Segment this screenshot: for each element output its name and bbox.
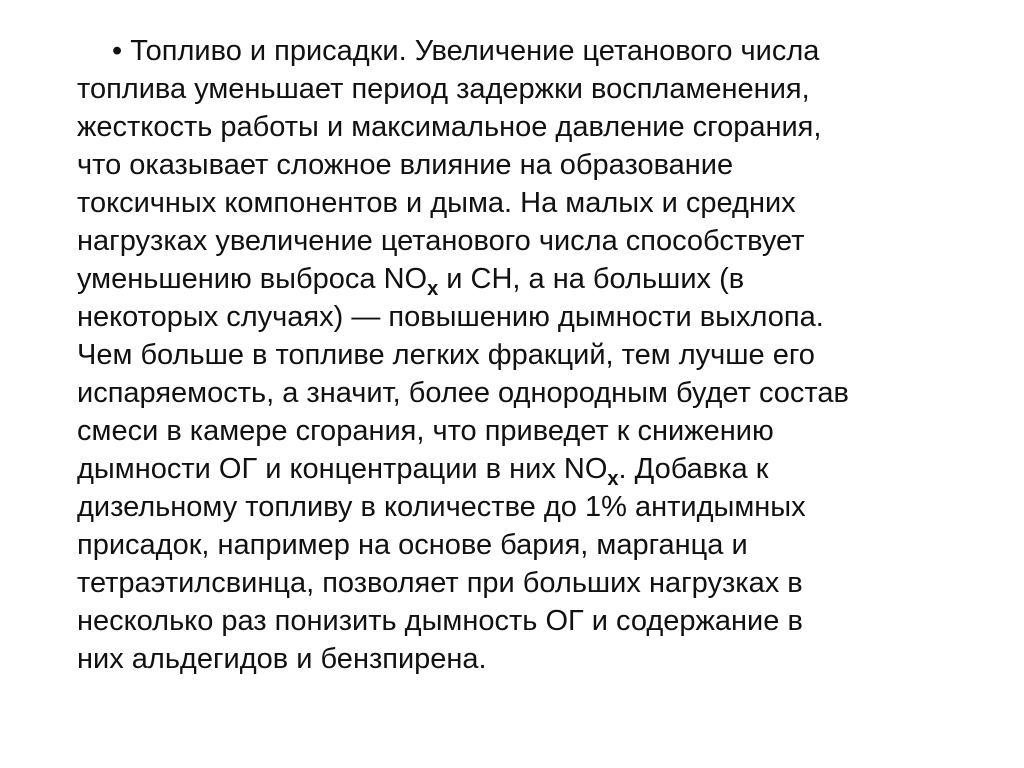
- text-line: [77, 262, 744, 299]
- subscript: x: [607, 468, 619, 490]
- text-line: несколько раз понизить дымность ОГ и содержание в: [77, 605, 803, 637]
- text-line: Чем больше в топливе легких фракций, тем лучше его: [77, 339, 815, 371]
- text-line: жесткость работы и максимальное давление сгорания,: [77, 111, 822, 143]
- text-line: [77, 452, 768, 489]
- text-line: них альдегидов и бензпирена.: [77, 643, 487, 675]
- text-line: токсичных компонентов и дыма. На малых и средних: [77, 187, 796, 219]
- text-fragment: . Добавка к: [618, 453, 769, 485]
- text-line: испаряемость, а значит, более однородным будет состав: [77, 377, 849, 409]
- text-line: тетраэтилсвинца, позволяет при больших нагрузках в: [77, 567, 803, 599]
- text-fragment: уменьшению выброса NO: [77, 263, 428, 295]
- text-line: смеси в камере сгорания, что приведет к снижению: [77, 415, 774, 447]
- text-line: присадок, например на основе бария, марганца и: [77, 529, 748, 561]
- text-line: • Топливо и присадки. Увеличение цетанового числа: [112, 35, 820, 67]
- text-fragment: дымности ОГ и концентрации в них NO: [77, 453, 608, 485]
- text-fragment: и СН, а на больших (в: [438, 263, 745, 295]
- text-line: некоторых случаях) — повышению дымности выхлопа.: [77, 301, 824, 333]
- text-line: нагрузках увеличение цетанового числа способствует: [77, 225, 805, 257]
- text-line: дизельному топливу в количестве до 1% антидымных: [77, 491, 806, 523]
- text-line: топлива уменьшает период задержки воспламенения,: [77, 73, 810, 105]
- text-line: что оказывает сложное влияние на образование: [77, 149, 734, 181]
- subscript: x: [427, 278, 439, 300]
